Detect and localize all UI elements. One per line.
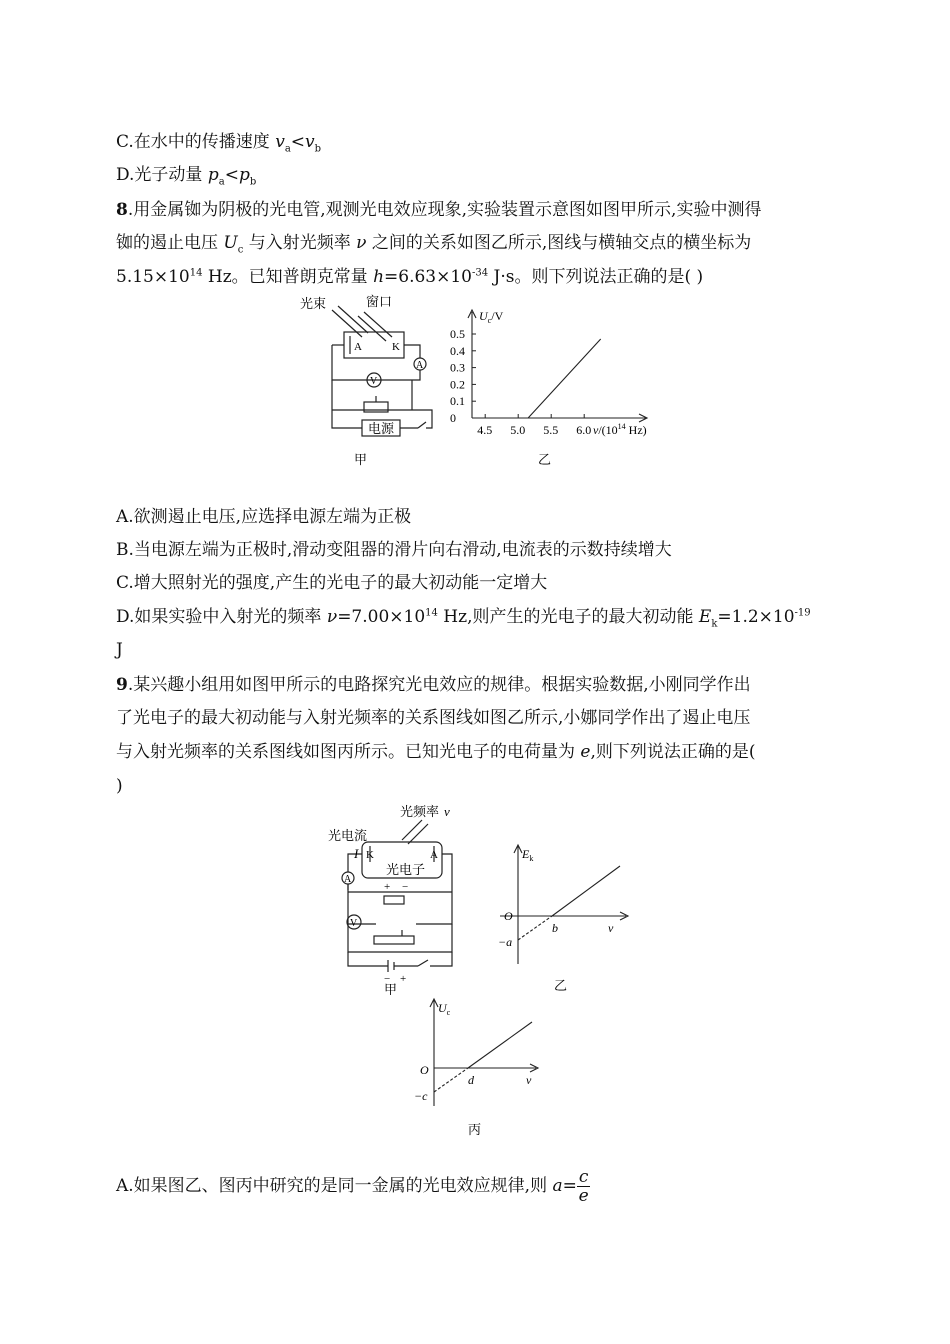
q8-stem-line3: $5.15\times 10^{14}$ Hz。已知普朗克常量 $h=6.63\times 10^{-34}$ J·s。则下列说法正确的是( ) [116, 267, 704, 287]
y-tick-label: 0.5 [450, 327, 465, 341]
q8-circuit-diagram [292, 292, 442, 472]
cathode-label: K [366, 849, 374, 861]
y-tick-label: 0.2 [450, 377, 465, 392]
svg-text:ν/(1014 Hz): $\nu/(10^{14}$ Hz) [593, 422, 647, 437]
q9-stem-line1: 9.某兴趣小组用如图甲所示的电路探究光电效应的规律。根据实验数据,小刚同学作出 [116, 675, 751, 695]
q8-option-d-unit: J [116, 640, 123, 660]
q8-option-c: C.增大照射光的强度,产生的光电子的最大初动能一定增大 [116, 573, 548, 593]
x-tick-label: 4.5 [477, 423, 493, 437]
cathode-label: K [392, 341, 400, 353]
anode-label: A [354, 341, 362, 353]
figure-yi-caption: 乙 [554, 978, 568, 993]
frequency-label: 光频率 [400, 804, 440, 819]
svg-text:d: d [468, 1073, 474, 1087]
q9-stem-line3: 与入射光频率的关系图线如图丙所示。已知光电子的电荷量为 e,则下列说法正确的是( [116, 742, 756, 762]
y-tick-label: 0.1 [450, 394, 465, 409]
svg-text:+: + [384, 881, 391, 893]
q8-stem-line1: 8.用金属铷为阴极的光电管,观测光电效应现象,实验装置示意图如图甲所示,实验中测得 [116, 200, 762, 220]
q9-chart-yi [496, 840, 636, 995]
window-label: 窗口 [366, 294, 393, 309]
fraction-c-over-e: $\frac{c}{e}$ [578, 1167, 589, 1206]
q8-chart [446, 300, 666, 472]
svg-text:O: O [420, 1063, 429, 1077]
q9-option-a: A.如果图乙、图丙中研究的是同一金属的光电效应规律,则 a= $\frac{c}{e}$ [116, 1167, 589, 1206]
x-tick-label: 6.0 [576, 423, 592, 437]
q7-option-d: D.光子动量 $p_a<p_b$ [116, 165, 257, 188]
q8-option-d: D.如果实验中入射光的频率 $\nu=7.00\times 10^{14}$ Hz,则产生的光电子的最大初动能 $E_k=1.2\times 10^{-19}$ [116, 607, 811, 630]
anode-label: A [430, 849, 438, 861]
photocurrent-label: 光电流 [328, 828, 368, 843]
y-tick-label: 0.3 [450, 360, 465, 375]
voltmeter-label: V [350, 918, 358, 929]
svg-text:ν: ν [526, 1073, 532, 1087]
beam-label: 光束 [300, 296, 327, 311]
svg-text:+: + [400, 973, 407, 985]
y-tick-label: 0 [450, 411, 456, 425]
svg-text:−a: −a [498, 935, 513, 949]
ammeter-label: A [344, 874, 352, 885]
q8-option-a: A.欲测遏止电压,应选择电源左端为正极 [116, 507, 412, 527]
svg-text:−: − [402, 881, 409, 893]
q8-option-b: B.当电源左端为正极时,滑动变阻器的滑片向右滑动,电流表的示数持续增大 [116, 540, 672, 560]
q7-option-c: C.在水中的传播速度 $v_a<v_b$ [116, 132, 322, 155]
y-tick-label: 0.4 [450, 343, 465, 358]
electron-label: 光电子 [386, 862, 426, 877]
svg-text:Uc/V: $U_c/V$ [479, 309, 504, 325]
svg-text:I: I [354, 846, 359, 861]
svg-text:ν: ν [444, 804, 450, 819]
figure-yi-caption: 乙 [538, 452, 552, 467]
voltmeter-label: V [370, 376, 378, 387]
data-line [528, 339, 601, 418]
svg-text:O: O [504, 909, 513, 923]
power-label: 电源 [368, 421, 395, 436]
figure-bing-caption: 丙 [468, 1122, 482, 1137]
figure-jia-caption: 甲 [354, 452, 368, 467]
q9-circuit-diagram [326, 800, 466, 995]
ammeter-label: A [416, 360, 424, 371]
q9-chart-bing [408, 994, 548, 1140]
q8-stem-line2: 铷的遏止电压 $U_c$ 与入射光频率 ν 之间的关系如图乙所示,图线与横轴交点的横坐标为 [116, 233, 752, 256]
svg-text:−c: −c [414, 1089, 428, 1103]
svg-text:ν: ν [608, 921, 614, 935]
svg-text:−: − [384, 973, 391, 985]
q9-stem-line4: ) [116, 776, 123, 796]
figure-jia-caption: 甲 [384, 982, 398, 995]
x-tick-label: 5.5 [543, 423, 559, 437]
svg-text:Ek: $E_k$ [522, 847, 534, 863]
svg-text:b: b [552, 921, 558, 935]
x-tick-label: 5.0 [510, 423, 526, 437]
svg-text:Uc: $U_c$ [438, 1001, 451, 1017]
q9-stem-line2: 了光电子的最大初动能与入射光频率的关系图线如图乙所示,小娜同学作出了遏止电压 [116, 708, 751, 728]
